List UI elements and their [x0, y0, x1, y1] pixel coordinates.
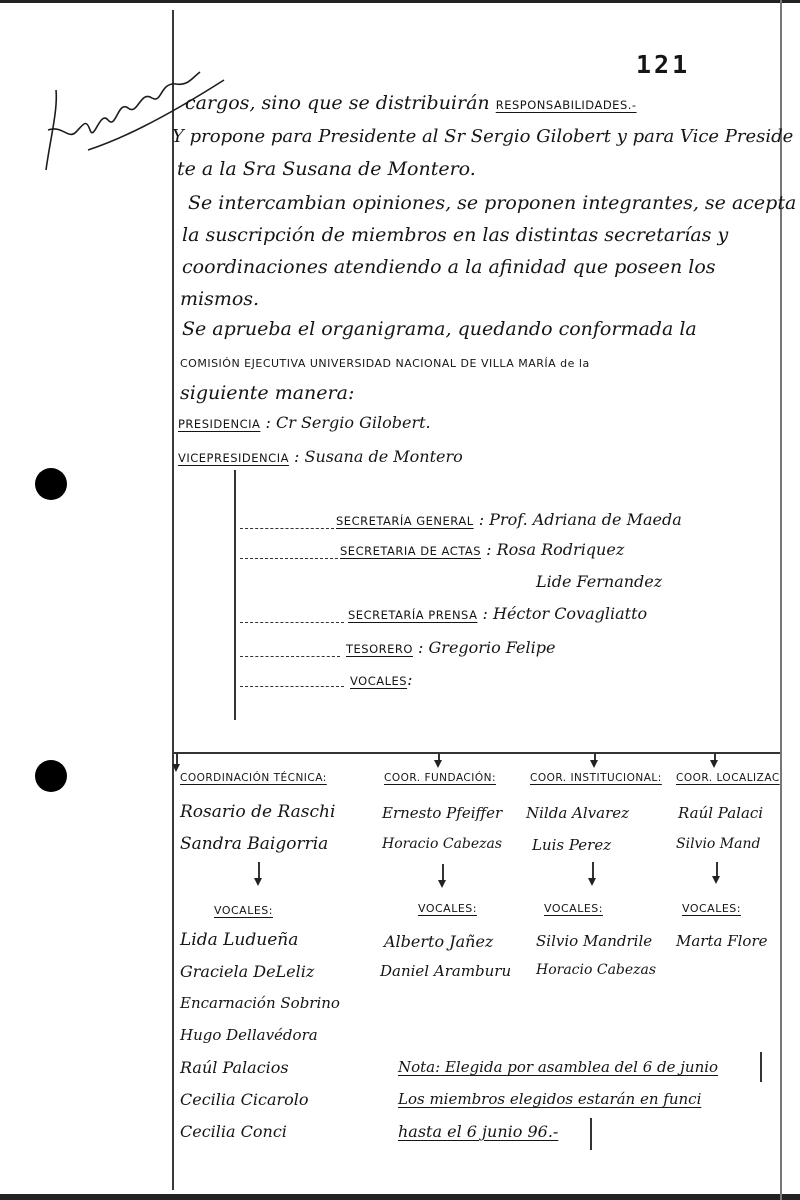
nota-box-divider — [590, 1118, 592, 1150]
vocal-fundacion-1: Alberto Jañez — [384, 932, 494, 951]
coord-tecnica-label: COORDINACIÓN TÉCNICA: — [180, 772, 327, 784]
arrow-down-icon — [438, 880, 446, 888]
vocales-label-1: VOCALES: — [214, 904, 273, 917]
text-line-2: Y propone para Presidente al Sr Sergio Gilobert y para Vice Preside — [172, 126, 794, 147]
vocal-tecnica-1: Lida Ludueña — [180, 930, 299, 950]
secretaria-general-value: : Prof. Adriana de Maeda — [478, 510, 682, 529]
arrow-down-icon — [588, 878, 596, 886]
nota-line-2: Los miembros elegidos estarán en funci — [398, 1090, 702, 1108]
vocal-tecnica-4: Hugo Dellavédora — [180, 1026, 318, 1044]
coord-localizacion-member-2: Silvio Mand — [676, 836, 761, 852]
punch-hole-upper — [35, 468, 67, 500]
vocales-secretarias-label: VOCALES — [350, 674, 408, 688]
presidencia-label: PRESIDENCIA — [178, 417, 261, 431]
presidencia-value: : Cr Sergio Gilobert. — [265, 413, 431, 432]
vocales-label-2: VOCALES: — [418, 902, 477, 915]
vocal-tecnica-7: Cecilia Conci — [180, 1122, 287, 1141]
arrow-down-icon — [590, 760, 598, 768]
secretaria-actas-row — [340, 540, 624, 559]
connector-secretaria-actas — [240, 558, 338, 559]
page-number: 121 — [636, 50, 691, 79]
coord-institucional-member-2: Luis Perez — [532, 836, 612, 854]
vicepresidencia-label: VICEPRESIDENCIA — [178, 451, 289, 465]
secretaria-general-label: SECRETARÍA GENERAL — [336, 514, 474, 528]
coord-institucional-label: COOR. INSTITUCIONAL: — [530, 772, 662, 784]
vocal-institucional-1: Silvio Mandrile — [536, 932, 653, 950]
text-line-6: coordinaciones atendiendo a la afinidad que poseen los — [182, 256, 716, 278]
coord-institucional-member-1: Nilda Alvarez — [526, 804, 630, 822]
secretaria-prensa-row — [348, 604, 647, 623]
secretaria-general-row — [336, 510, 682, 529]
arrow-down-icon — [710, 760, 718, 768]
vocales-label-3: VOCALES: — [544, 902, 603, 915]
org-vertical-line — [234, 470, 236, 720]
vocal-localizacion-1: Marta Flore — [676, 932, 768, 950]
text-line-1-caps: RESPONSABILIDADES.- — [495, 98, 637, 112]
nota-line-1-text: Elegida por asamblea del 6 de junio — [440, 1058, 719, 1076]
secretaria-prensa-label: SECRETARÍA PRENSA — [348, 608, 478, 622]
text-line-4: Se intercambian opiniones, se proponen integrantes, se acepta — [188, 192, 797, 214]
nota-line-3: hasta el 6 junio 96.- — [398, 1122, 559, 1141]
text-line-7: mismos. — [180, 288, 260, 310]
connector-secretaria-general — [240, 528, 334, 529]
nota-line-1 — [398, 1058, 718, 1076]
vocales-secretarias-row — [350, 670, 412, 689]
secretaria-prensa-value: : Héctor Covagliatto — [482, 604, 648, 623]
coord-tecnica-member-2: Sandra Baigorria — [180, 834, 329, 854]
vocal-institucional-2: Horacio Cabezas — [536, 962, 657, 978]
arrow-down-icon — [434, 760, 442, 768]
secretaria-actas-value: : Rosa Rodriquez — [486, 540, 625, 559]
vocal-fundacion-2: Daniel Aramburu — [380, 962, 512, 980]
punch-hole-lower — [35, 760, 67, 792]
arrow-down-icon — [172, 764, 180, 772]
coord-fundacion-member-2: Horacio Cabezas — [382, 836, 503, 852]
coord-tecnica-member-1: Rosario de Raschi — [180, 802, 336, 822]
coord-fundacion-member-1: Ernesto Pfeiffer — [382, 804, 503, 822]
vicepresidencia-row — [178, 447, 463, 466]
coord-localizacion-label: COOR. LOCALIZAC — [676, 772, 780, 784]
vocales-secretarias-value: : — [407, 670, 413, 689]
arrow-down-icon — [254, 878, 262, 886]
scan-edge-right — [780, 0, 782, 1200]
text-line-10: siguiente manera: — [180, 382, 355, 404]
vocal-tecnica-3: Encarnación Sobrino — [180, 994, 340, 1012]
scan-edge-bottom — [0, 1194, 800, 1200]
vocal-tecnica-6: Cecilia Cicarolo — [180, 1090, 309, 1109]
presidencia-row — [178, 413, 431, 432]
text-line-1-a: cargos, sino que se distribuirán — [185, 92, 490, 114]
nota-lead: Nota: — [398, 1058, 441, 1076]
vocal-tecnica-5: Raúl Palacios — [180, 1058, 289, 1077]
tesorero-row — [346, 638, 555, 657]
text-line-3: te a la Sra Susana de Montero. — [177, 158, 476, 180]
nota-box-edge — [760, 1052, 762, 1082]
scan-edge-top — [0, 0, 800, 3]
arrow-down-icon — [712, 876, 720, 884]
vicepresidencia-value: : Susana de Montero — [294, 447, 463, 466]
text-line-8: Se aprueba el organigrama, quedando conformada la — [182, 318, 697, 340]
coordinaciones-bar — [174, 752, 780, 754]
text-line-5: la suscripción de miembros en las distintas secretarías y — [182, 224, 729, 246]
coord-localizacion-member-1: Raúl Palaci — [678, 804, 764, 822]
vocal-tecnica-2: Graciela DeLeliz — [180, 962, 315, 981]
secretaria-actas-value-2: Lide Fernandez — [536, 572, 663, 591]
connector-secretaria-prensa — [240, 622, 344, 623]
connector-vocales — [240, 686, 344, 687]
text-line-1 — [185, 92, 637, 114]
tesorero-label: TESORERO — [346, 642, 413, 656]
secretaria-actas-label: SECRETARIA DE ACTAS — [340, 544, 482, 558]
margin-line — [172, 10, 174, 1190]
connector-tesorero — [240, 656, 340, 657]
tesorero-value: : Gregorio Felipe — [418, 638, 556, 657]
text-line-9: COMISIÓN EJECUTIVA UNIVERSIDAD NACIONAL DE VILLA MARÍA de la — [180, 357, 590, 370]
coord-fundacion-label: COOR. FUNDACIÓN: — [384, 772, 497, 784]
vocales-label-4: VOCALES: — [682, 902, 741, 915]
